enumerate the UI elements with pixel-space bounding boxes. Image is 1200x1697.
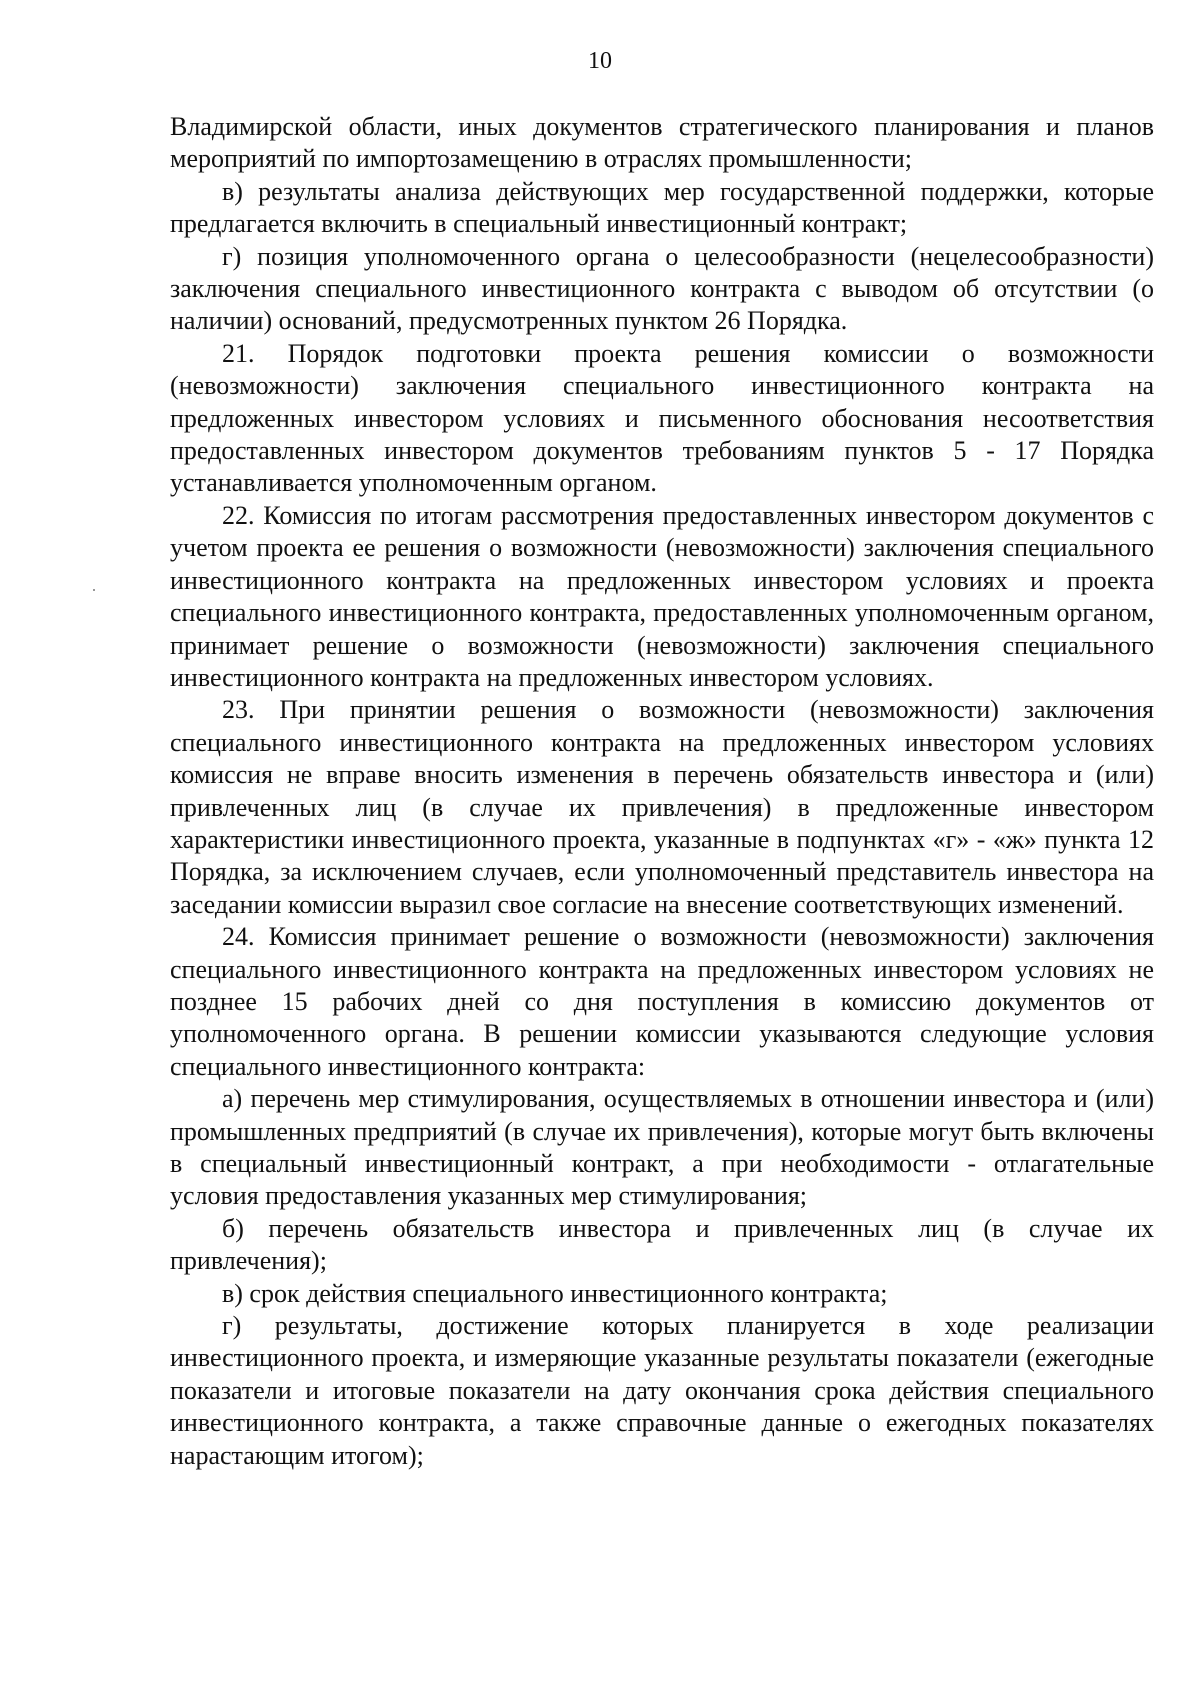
paragraph-23: 23. При принятии решения о возможности (невозможности) заключения специального инвестиционного контракта на предложенных инвестором условиях комиссия не вправе вносить изменения в перечень обязательств инвестора и (или) привлеченных лиц (в случае их привлечения) в предложенные инвестором характеристики инвестиционного проекта, указанные в подпунктах «г» - «ж» пункта 12 Порядка, за исключением случаев, если уполномоченный представитель инвестора на заседании комиссии выразил свое согласие на внесение соответствующих изменений. xyxy=(170,695,1154,919)
paragraph-item-v: в) результаты анализа действующих мер государственной поддержки, которые предлагается включить в специальный инвестиционный контракт; xyxy=(170,176,1154,239)
paragraph-24-item-b: б) перечень обязательств инвестора и привлеченных лиц (в случае их привлечения); xyxy=(170,1213,1154,1276)
paragraph-24: 24. Комиссия принимает решение о возможности (невозможности) заключения специального инвестиционного контракта на предложенных инвестором условиях не позднее 15 рабочих дней со дня поступления в комиссию документов от уполномоченного органа. В решении комиссии указываются следующие условия специального инвестиционного контракта: xyxy=(170,922,1154,1081)
document-body xyxy=(170,111,1154,1472)
paragraph-item-g: г) позиция уполномоченного органа о целесообразности (нецелесообразности) заключения специального инвестиционного контракта с выводом об отсутствии (о наличии) оснований, предусмотренных пунктом 26 Порядка. xyxy=(170,241,1154,336)
paragraph-22: 22. Комиссия по итогам рассмотрения предоставленных инвестором документов с учетом проекта ее решения о возможности (невозможности) заключения специального инвестиционного контракта на предложенных инвестором условиях и проекта специального инвестиционного контракта, предоставленных уполномоченным органом, принимает решение о возможности (невозможности) заключения специального инвестиционного контракта на предложенных инвестором условиях. xyxy=(170,500,1154,692)
paragraph-continuation: Владимирской области, иных документов стратегического планирования и планов мероприятий по импортозамещению в отраслях промышленности; xyxy=(170,112,1154,174)
scan-speck xyxy=(93,589,95,591)
paragraph-21: 21. Порядок подготовки проекта решения комиссии о возможности (невозможности) заключения специального инвестиционного контракта на предложенных инвестором условиях и письменного обоснования несоответствия предоставленных инвестором документов требованиям пунктов 5 - 17 Порядка устанавливается уполномоченным органом. xyxy=(170,338,1154,498)
paragraph-24-item-g: г) результаты, достижение которых планируется в ходе реализации инвестиционного проекта, и измеряющие указанные результаты показатели (ежегодные показатели и итоговые показатели на дату окончания срока действия специального инвестиционного контракта, а также справочные данные о ежегодных показателях нарастающим итогом); xyxy=(170,1311,1154,1470)
paragraph-24-item-a: а) перечень мер стимулирования, осуществляемых в отношении инвестора и (или) промышленных предприятий (в случае их привлечения), которые могут быть включены в специальный инвестиционный контракт, а при необходимости - отлагательные условия предоставления указанных мер стимулирования; xyxy=(170,1084,1154,1211)
paragraph-24-item-v: в) срок действия специального инвестиционного контракта; xyxy=(222,1278,888,1308)
page-number: 10 xyxy=(588,48,612,74)
